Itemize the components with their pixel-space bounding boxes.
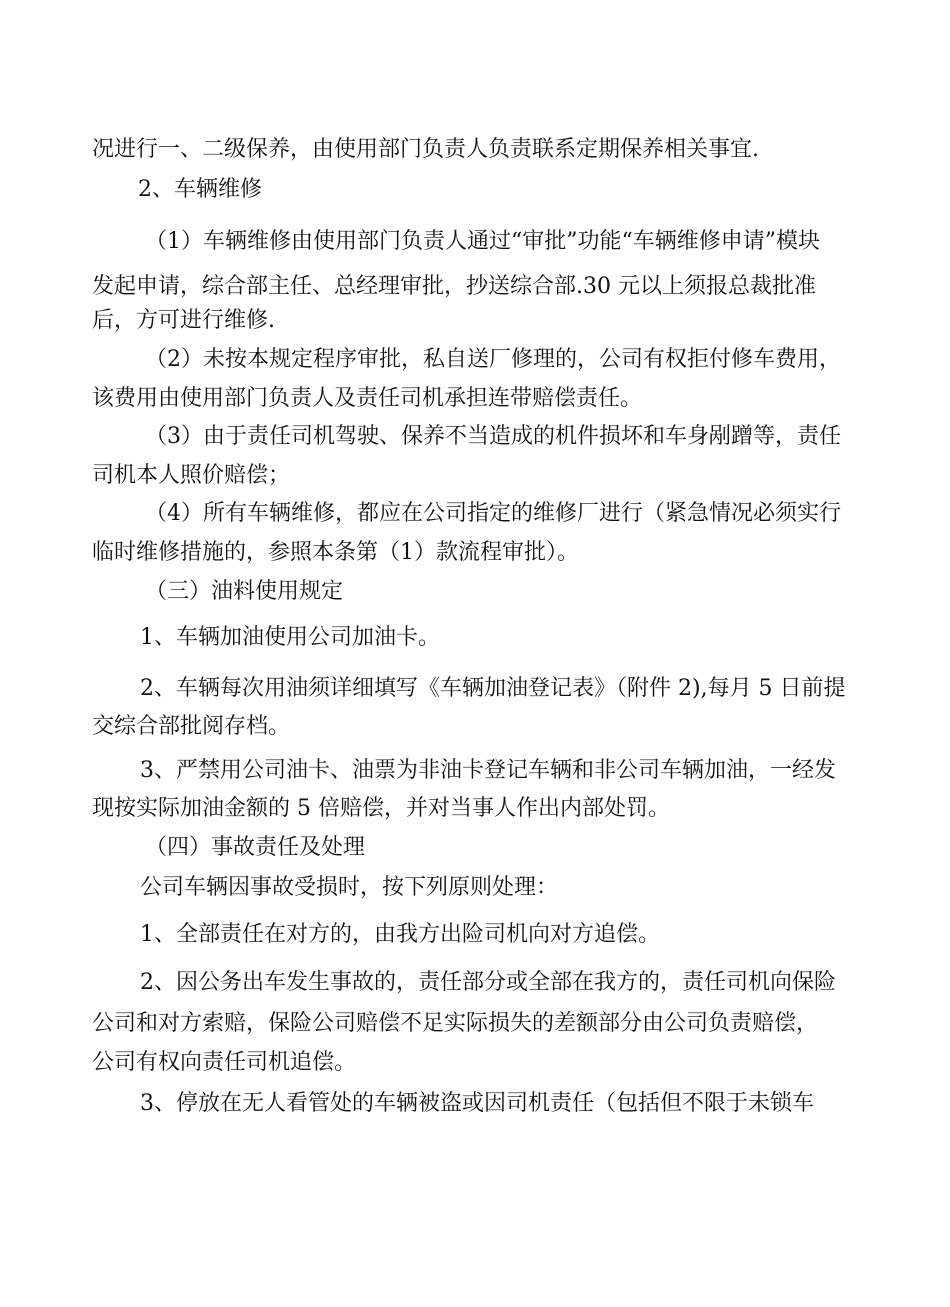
paragraph-line: （2）未按本规定程序审批，私自送厂修理的，公司有权拒付修车费用， xyxy=(145,347,841,372)
paragraph-line: 现按实际加油金额的 5 倍赔偿，并对当事人作出内部处罚。 xyxy=(92,796,670,821)
paragraph-line: 临时维修措施的，参照本条第（1）款流程审批）。 xyxy=(92,540,579,565)
paragraph-line: 3、停放在无人看管处的车辆被盗或因司机责任（包括但不限于未锁车 xyxy=(140,1091,814,1116)
paragraph-line: 公司车辆因事故受损时，按下列原则处理： xyxy=(140,875,559,900)
paragraph-line: 况进行一、二级保养，由使用部门负责人负责联系定期保养相关事宜. xyxy=(92,137,759,162)
paragraph-line: 交综合部批阅存档。 xyxy=(92,714,291,739)
paragraph-line: 1、全部责任在对方的，由我方出险司机向对方追偿。 xyxy=(140,922,660,947)
paragraph-line: （1）车辆维修由使用部门负责人通过“审批”功能“车辆维修申请”模块 xyxy=(145,229,820,254)
paragraph-line: （4）所有车辆维修，都应在公司指定的维修厂进行（紧急情况必须实行 xyxy=(145,501,841,526)
paragraph-line: 发起申请，综合部主任、总经理审批，抄送综合部.30 元以上须报总裁批准 xyxy=(92,274,816,299)
paragraph-line: 3、严禁用公司油卡、油票为非油卡登记车辆和非公司车辆加油，一经发 xyxy=(140,758,836,783)
paragraph-line: （3）由于责任司机驾驶、保养不当造成的机件损坏和车身剐蹭等，责任 xyxy=(145,424,841,449)
section-heading: （四）事故责任及处理 xyxy=(145,835,366,860)
paragraph-line: 2、车辆每次用油须详细填写《车辆加油登记表》（附件 2),每月 5 日前提 xyxy=(140,676,846,701)
paragraph-line: 司机本人照价赔偿； xyxy=(92,463,291,488)
section-heading: （三）油料使用规定 xyxy=(145,579,344,604)
section-heading: 2、车辆维修 xyxy=(138,177,262,202)
paragraph-line: 2、因公务出车发生事故的，责任部分或全部在我方的，责任司机向保险 xyxy=(140,970,836,995)
paragraph-line: 后，方可进行维修. xyxy=(92,308,275,333)
paragraph-line: 公司有权向责任司机追偿。 xyxy=(92,1050,357,1075)
paragraph-line: 公司和对方索赔，保险公司赔偿不足实际损失的差额部分由公司负责赔偿， xyxy=(92,1011,819,1036)
paragraph-line: 1、车辆加油使用公司加油卡。 xyxy=(140,625,440,650)
paragraph-line: 该费用由使用部门负责人及责任司机承担连带赔偿责任。 xyxy=(92,386,643,411)
